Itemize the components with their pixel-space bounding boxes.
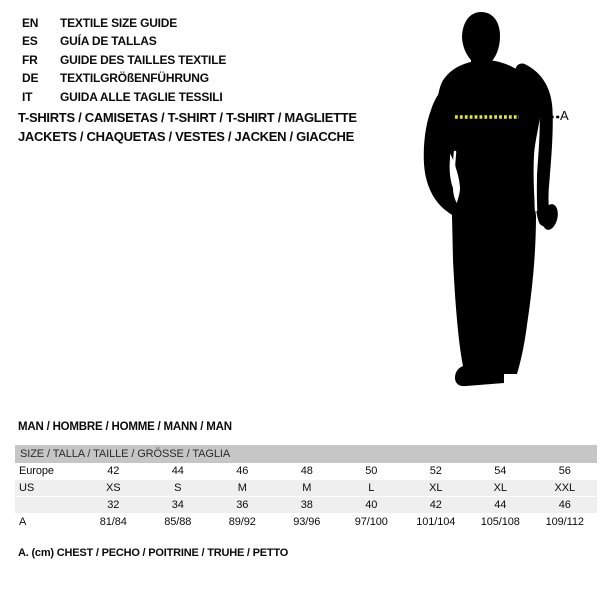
legend-row-es: [22, 32, 226, 50]
row-label: A: [19, 516, 27, 528]
legend-title: TEXTILGRÖßENFÜHRUNG: [60, 71, 209, 86]
category-line-tshirts: T-SHIRTS / CAMISETAS / T-SHIRT / T-SHIRT / MAGLIETTE: [18, 110, 357, 125]
legend-row-en: [22, 14, 226, 32]
table-cell: S: [174, 481, 182, 494]
table-cell: M: [302, 481, 312, 494]
table-cell: 109/112: [545, 516, 584, 528]
measure-label-a: A: [560, 108, 569, 123]
table-row-us-numeric: [15, 497, 597, 514]
row-label: Europe: [19, 465, 54, 477]
table-cell: XS: [106, 481, 121, 494]
table-cell: 48: [300, 465, 313, 477]
legend-title: GUIDE DES TAILLES TEXTILE: [60, 52, 227, 67]
table-cell: L: [368, 481, 375, 494]
table-cell: 40: [365, 498, 378, 511]
size-table-header: SIZE / TALLA / TAILLE / GRÖSSE / TAGLIA: [15, 445, 597, 463]
table-cell: 38: [300, 498, 313, 511]
table-row-europe: [15, 463, 597, 480]
legend-row-fr: [22, 51, 226, 69]
table-cell: XL: [493, 481, 507, 494]
legend-title: GUIDA ALLE TAGLIE TESSILI: [60, 89, 223, 104]
legend-code: EN: [22, 16, 39, 30]
size-table: [15, 445, 597, 531]
table-cell: 44: [171, 465, 184, 477]
table-row-us: [15, 480, 597, 497]
table-cell: XXL: [554, 481, 575, 494]
table-cell: 46: [236, 465, 249, 477]
row-label: US: [19, 481, 35, 494]
table-cell: 89/92: [228, 516, 256, 528]
table-cell: 93/96: [293, 516, 321, 528]
table-row-chest-a: [15, 514, 597, 531]
legend-code: IT: [22, 89, 33, 104]
table-cell: 56: [558, 465, 571, 477]
legend-row-it: [22, 88, 226, 106]
table-cell: 42: [429, 498, 442, 511]
section-title-man: MAN / HOMBRE / HOMME / MANN / MAN: [18, 421, 232, 433]
legend-row-de: [22, 69, 226, 87]
table-cell: 105/108: [480, 516, 520, 528]
table-cell: 44: [494, 498, 507, 511]
legend-code: DE: [22, 71, 39, 86]
man-silhouette-icon: [400, 10, 580, 396]
legend-code: ES: [22, 34, 38, 49]
table-cell: 34: [171, 498, 184, 511]
man-silhouette-figure: [400, 10, 580, 396]
table-cell: 97/100: [354, 516, 388, 528]
table-cell: 101/104: [416, 516, 456, 528]
legend-title: GUÍA DE TALLAS: [60, 34, 157, 49]
table-cell: XL: [429, 481, 443, 494]
table-cell: 36: [236, 498, 249, 511]
table-cell: 52: [429, 465, 442, 477]
garment-categories: [18, 109, 357, 147]
legend-code: FR: [22, 52, 38, 67]
table-cell: 42: [107, 465, 120, 477]
language-legend: [22, 14, 226, 106]
table-cell: M: [237, 481, 247, 494]
measurement-key: A. (cm) CHEST / PECHO / POITRINE / TRUHE / PETTO: [18, 547, 289, 559]
table-cell: 81/84: [99, 516, 127, 528]
table-cell: 54: [494, 465, 507, 477]
table-cell: 50: [365, 465, 378, 477]
category-line-jackets: JACKETS / CHAQUETAS / VESTES / JACKEN / GIACCHE: [18, 128, 354, 144]
legend-title: TEXTILE SIZE GUIDE: [60, 16, 178, 30]
table-cell: 85/88: [164, 516, 192, 528]
table-cell: 32: [107, 498, 120, 511]
table-cell: 46: [558, 498, 571, 511]
